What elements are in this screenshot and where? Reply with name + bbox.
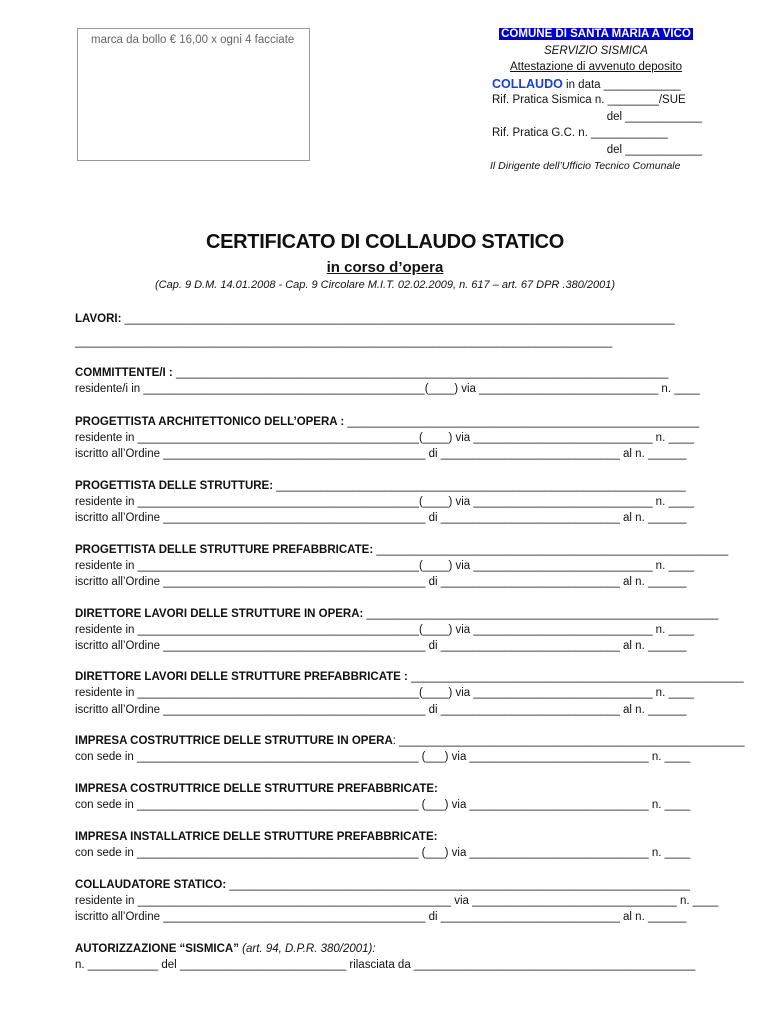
collaudatore-label: COLLAUDATORE STATICO: [75, 879, 227, 891]
dir-opera-label: DIRETTORE LAVORI DELLE STRUTTURE IN OPERA: [75, 608, 364, 620]
prog-strutt-ordine-field: iscritto all’Ordine _________________________________________ di ____________________________ al n. ______ [75, 512, 687, 524]
servizio-sismica: SERVIZIO SISMICA [544, 44, 648, 57]
autorizzazione-reference: (art. 94, D.P.R. 380/2001): [238, 943, 376, 955]
dirigente-signature-label: Il Dirigente dell’Ufficio Tecnico Comunale [490, 160, 681, 172]
dir-prefab-field: ____________________________________________________ [407, 671, 744, 683]
attestazione-deposito: Attestazione di avvenuto deposito [510, 61, 682, 73]
collaudatore-row [75, 878, 695, 893]
document-title: CERTIFICATO DI COLLAUDO STATICO [205, 231, 565, 253]
prog-prefab-residente-field: residente in ____________________________________________(____) via ____________________________ n. ____ [75, 560, 695, 572]
prog-strutt-field: ________________________________________________________________ [273, 480, 686, 492]
del-field-1: del ____________ [606, 110, 702, 123]
dir-prefab-ordine-field: iscritto all’Ordine _________________________________________ di ____________________________ al n. ______ [75, 704, 687, 716]
dir-prefab-residente-field: residente in ____________________________________________(____) via ____________________________ n. ____ [75, 687, 695, 699]
collaudo-label: COLLAUDO [492, 76, 563, 91]
collaudatore-residente-field: residente in _________________________________________________ via ________________________________ n. ____ [75, 895, 719, 907]
impresa-install-sede-field: con sede in ____________________________________________ (___) via ____________________________ n. ____ [75, 847, 691, 859]
prog-arch-label: PROGETTISTA ARCHITETTONICO DELL’OPERA : [75, 416, 345, 428]
impresa-opera-row [75, 734, 745, 749]
dir-opera-ordine-field: iscritto all’Ordine _________________________________________ di ____________________________ al n. ______ [75, 640, 687, 652]
committente-field: _____________________________________________________________________________ [172, 367, 669, 379]
impresa-prefab-label: IMPRESA COSTRUTTRICE DELLE STRUTTURE PREFABBRICATE: [75, 783, 438, 795]
committente-row [75, 366, 695, 381]
lavori-label: LAVORI: [75, 313, 122, 325]
dir-opera-row [75, 607, 719, 622]
revenue-stamp-box [77, 28, 310, 161]
comune-name: COMUNE DI SANTA MARIA A VICO [501, 28, 691, 40]
impresa-install-label: IMPRESA INSTALLATRICE DELLE STRUTTURE PREFABBRICATE: [75, 831, 438, 843]
dir-opera-residente-field: residente in ____________________________________________(____) via ____________________________ n. ____ [75, 624, 695, 636]
autorizzazione-row [75, 942, 695, 957]
impresa-prefab-sede-field: con sede in ____________________________________________ (___) via ____________________________ n. ____ [75, 799, 691, 811]
rif-pratica-gc: Rif. Pratica G.C. n. ____________ [492, 127, 668, 139]
legal-reference: (Cap. 9 D.M. 14.01.2008 - Cap. 9 Circolare M.I.T. 02.02.2009, n. 617 – art. 67 DPR .380/2001) [154, 279, 616, 291]
prog-strutt-label: PROGETTISTA DELLE STRUTTURE: [75, 480, 274, 492]
lavori-row [75, 312, 695, 327]
del-field-2: del ____________ [606, 143, 702, 156]
prog-strutt-row [75, 479, 695, 494]
collaudatore-ordine-field: iscritto all’Ordine _________________________________________ di ____________________________ al n. ______ [75, 911, 687, 923]
prog-arch-field: _______________________________________________________ [344, 416, 700, 428]
committente-residente-field: residente/i in ____________________________________________(____) via ____________________________ n. ____ [75, 383, 700, 395]
autorizzazione-details-field: n. ___________ del __________________________ rilasciata da ____________________________________________ [75, 959, 696, 971]
document-subtitle: in corso d’opera [326, 259, 444, 276]
collaudo-date-field: in data ____________ [562, 78, 681, 91]
impresa-opera-label: IMPRESA COSTRUTTRICE DELLE STRUTTURE IN OPERA [75, 735, 393, 747]
impresa-opera-field: : ______________________________________________________ [392, 735, 745, 747]
office-header [490, 26, 702, 175]
prog-prefab-row [75, 543, 729, 558]
prog-prefab-field: _______________________________________________________ [373, 544, 729, 556]
prog-arch-residente-field: residente in ____________________________________________(____) via ____________________________ n. ____ [75, 432, 695, 444]
dir-opera-field: _______________________________________________________ [363, 608, 719, 620]
lavori-field: ______________________________________________________________________________________ [121, 313, 675, 325]
prog-strutt-residente-field: residente in ____________________________________________(____) via ____________________________ n. ____ [75, 496, 695, 508]
prog-arch-ordine-field: iscritto all’Ordine _________________________________________ di ____________________________ al n. ______ [75, 448, 687, 460]
prog-arch-row [75, 415, 700, 430]
lavori-field-line2: ____________________________________________________________________________________ [75, 336, 613, 348]
autorizzazione-label: AUTORIZZAZIONE “SISMICA” [75, 943, 239, 955]
dir-prefab-label: DIRETTORE LAVORI DELLE STRUTTURE PREFABBRICATE : [75, 671, 408, 683]
revenue-stamp-text: marca da bollo € 16,00 x ogni 4 facciate [91, 34, 295, 46]
committente-label: COMMITTENTE/I : [75, 367, 173, 379]
prog-prefab-ordine-field: iscritto all’Ordine _________________________________________ di ____________________________ al n. ______ [75, 576, 687, 588]
rif-pratica-sismica: Rif. Pratica Sismica n. ________/SUE [492, 94, 686, 106]
impresa-opera-sede-field: con sede in ____________________________________________ (___) via ____________________________ n. ____ [75, 751, 691, 763]
dir-prefab-row [75, 670, 744, 685]
prog-prefab-label: PROGETTISTA DELLE STRUTTURE PREFABBRICATE: [75, 544, 374, 556]
collaudatore-field: ________________________________________________________________________ [226, 879, 690, 891]
